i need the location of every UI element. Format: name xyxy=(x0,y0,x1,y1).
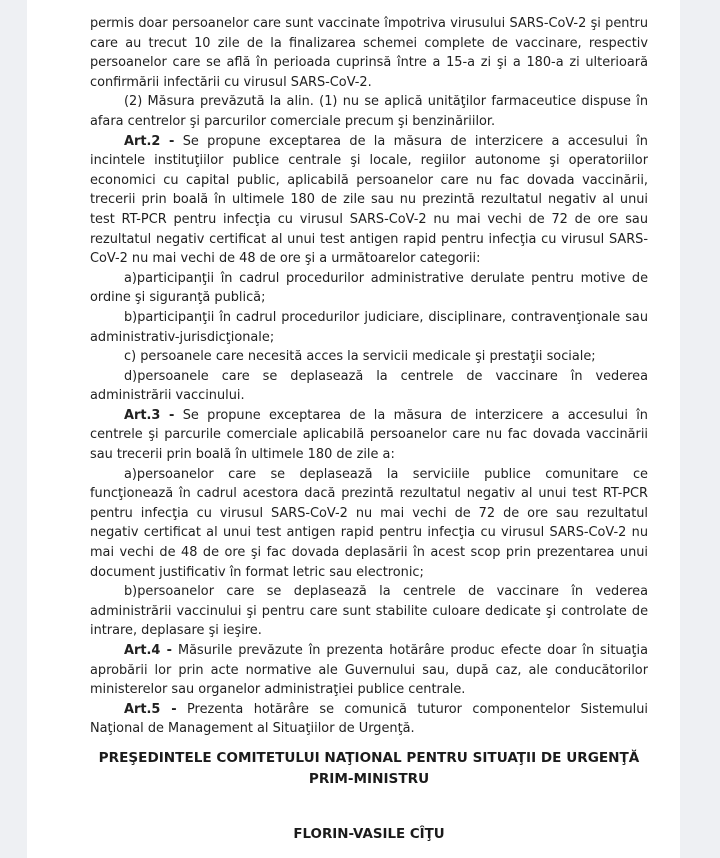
paragraph xyxy=(90,641,648,700)
paragraph xyxy=(90,465,648,583)
paragraph xyxy=(90,92,648,131)
signature-name: FLORIN-VASILE CÎŢU xyxy=(293,827,445,842)
signature-role: PRIM-MINISTRU xyxy=(308,771,430,787)
paragraph-text: d)persoanele care se deplasează la centrele de vaccinare în vederea administrării vaccinului. xyxy=(90,368,648,404)
article-label: Art.4 - xyxy=(124,643,173,658)
paragraph-text: b)persoanelor care se deplasează la centrele de vaccinare în vederea administrării vaccinului şi pentru care sunt stabilite culoare dedicate şi controlate de intrare, deplasare şi ieşire. xyxy=(90,584,648,639)
paragraph xyxy=(90,347,648,367)
paragraph xyxy=(90,269,648,308)
signature-block xyxy=(90,748,648,845)
document-page xyxy=(27,0,680,858)
paragraph-text: Se propune exceptarea de la măsura de interzicere a accesului în centrele şi parcurile comerciale aplicabilă persoanelor care nu fac dovada vaccinării sau trecerii prin boală în ultimele 180 de zile a: xyxy=(90,407,648,463)
paragraph-text: a)persoanelor care se deplasează la serviciile publice comunitare ce funcţionează în cadrul acestora dacă prezintă rezultatul negativ al unui test RT-PCR pentru infecţia cu virusul SARS-CoV-2 nu mai vechi de 72 de ore sau rezultatul negativ certificat al unui test antigen rapid pentru infecţia cu virusul SARS-CoV-2 nu mai vechi de 48 de ore şi fac dovada deplasării în acest scop prin prezentarea unui document justificativ în format letric sau electronic; xyxy=(90,466,648,580)
paragraph-text: permis doar persoanelor care sunt vaccinate împotriva virusului SARS-CoV-2 şi pentru care au trecut 10 zile de la finalizarea schemei complete de vaccinare, respectiv persoanelor care se află în perioada cuprinsă între a 15-a zi şi a 180-a zi ulterioară confirmării infectării cu virusul SARS-CoV-2. xyxy=(90,16,648,90)
article-label: Art.5 - xyxy=(124,701,177,717)
paragraph xyxy=(90,14,648,92)
article-label: Art.3 - xyxy=(124,407,175,423)
paragraph-text: a)participanţii în cadrul procedurilor administrative derulate pentru motive de ordine şi siguranţă publică; xyxy=(90,270,648,306)
paragraph xyxy=(90,700,648,739)
paragraph-text: Se propune exceptarea de la măsura de interzicere a accesului în incintele instituţiilor publice centrale şi locale, regiilor autonome şi operatoriilor economici cu capital public, aplicabilă persoanelor care nu fac dovada vaccinării, trecerii prin boală în ultimele 180 de zile sau nu prezintă rezultatul negativ al unui test RT-PCR pentru infecţia cu virusul SARS-CoV-2 nu mai vechi de 72 de ore sau rezultatul negativ certificat al unui test antigen rapid pentru infecţia cu virusul SARS-CoV-2 nu mai vechi de 48 de ore şi a următoarelor categorii: xyxy=(90,133,648,267)
paragraph xyxy=(90,308,648,347)
signature-title: PREŞEDINTELE COMITETULUI NAŢIONAL PENTRU SITUAŢII DE URGENŢĂ xyxy=(98,750,640,766)
paragraph xyxy=(90,367,648,406)
article-label: Art.2 - xyxy=(124,133,175,149)
paragraph-text: c) persoanele care necesită acces la servicii medicale şi prestaţii sociale; xyxy=(124,349,596,365)
paragraph-text: b)participanţii în cadrul procedurilor judiciare, disciplinare, contravenţionale sau administrativ-jurisdicţionale; xyxy=(90,309,648,345)
paragraph-text: Prezenta hotărâre se comunică tuturor componentelor Sistemului Naţional de Management al Situaţiilor de Urgenţă. xyxy=(90,701,648,737)
paragraph xyxy=(90,132,648,269)
paragraph xyxy=(90,582,648,641)
paragraph-text: (2) Măsura prevăzută la alin. (1) nu se aplică unităţilor farmaceutice dispuse în afara centrelor şi parcurilor comerciale precum şi benzinăriilor. xyxy=(90,94,648,129)
paragraph-text: Măsurile prevăzute în prezenta hotărâre produc efecte doar în situaţia aprobării lor prin acte normative ale Guvernului sau, după caz, ale conducătorilor ministerelor sau organelor administraţiei publice centrale. xyxy=(90,643,648,698)
paragraph xyxy=(90,406,648,465)
document-body xyxy=(90,14,648,739)
